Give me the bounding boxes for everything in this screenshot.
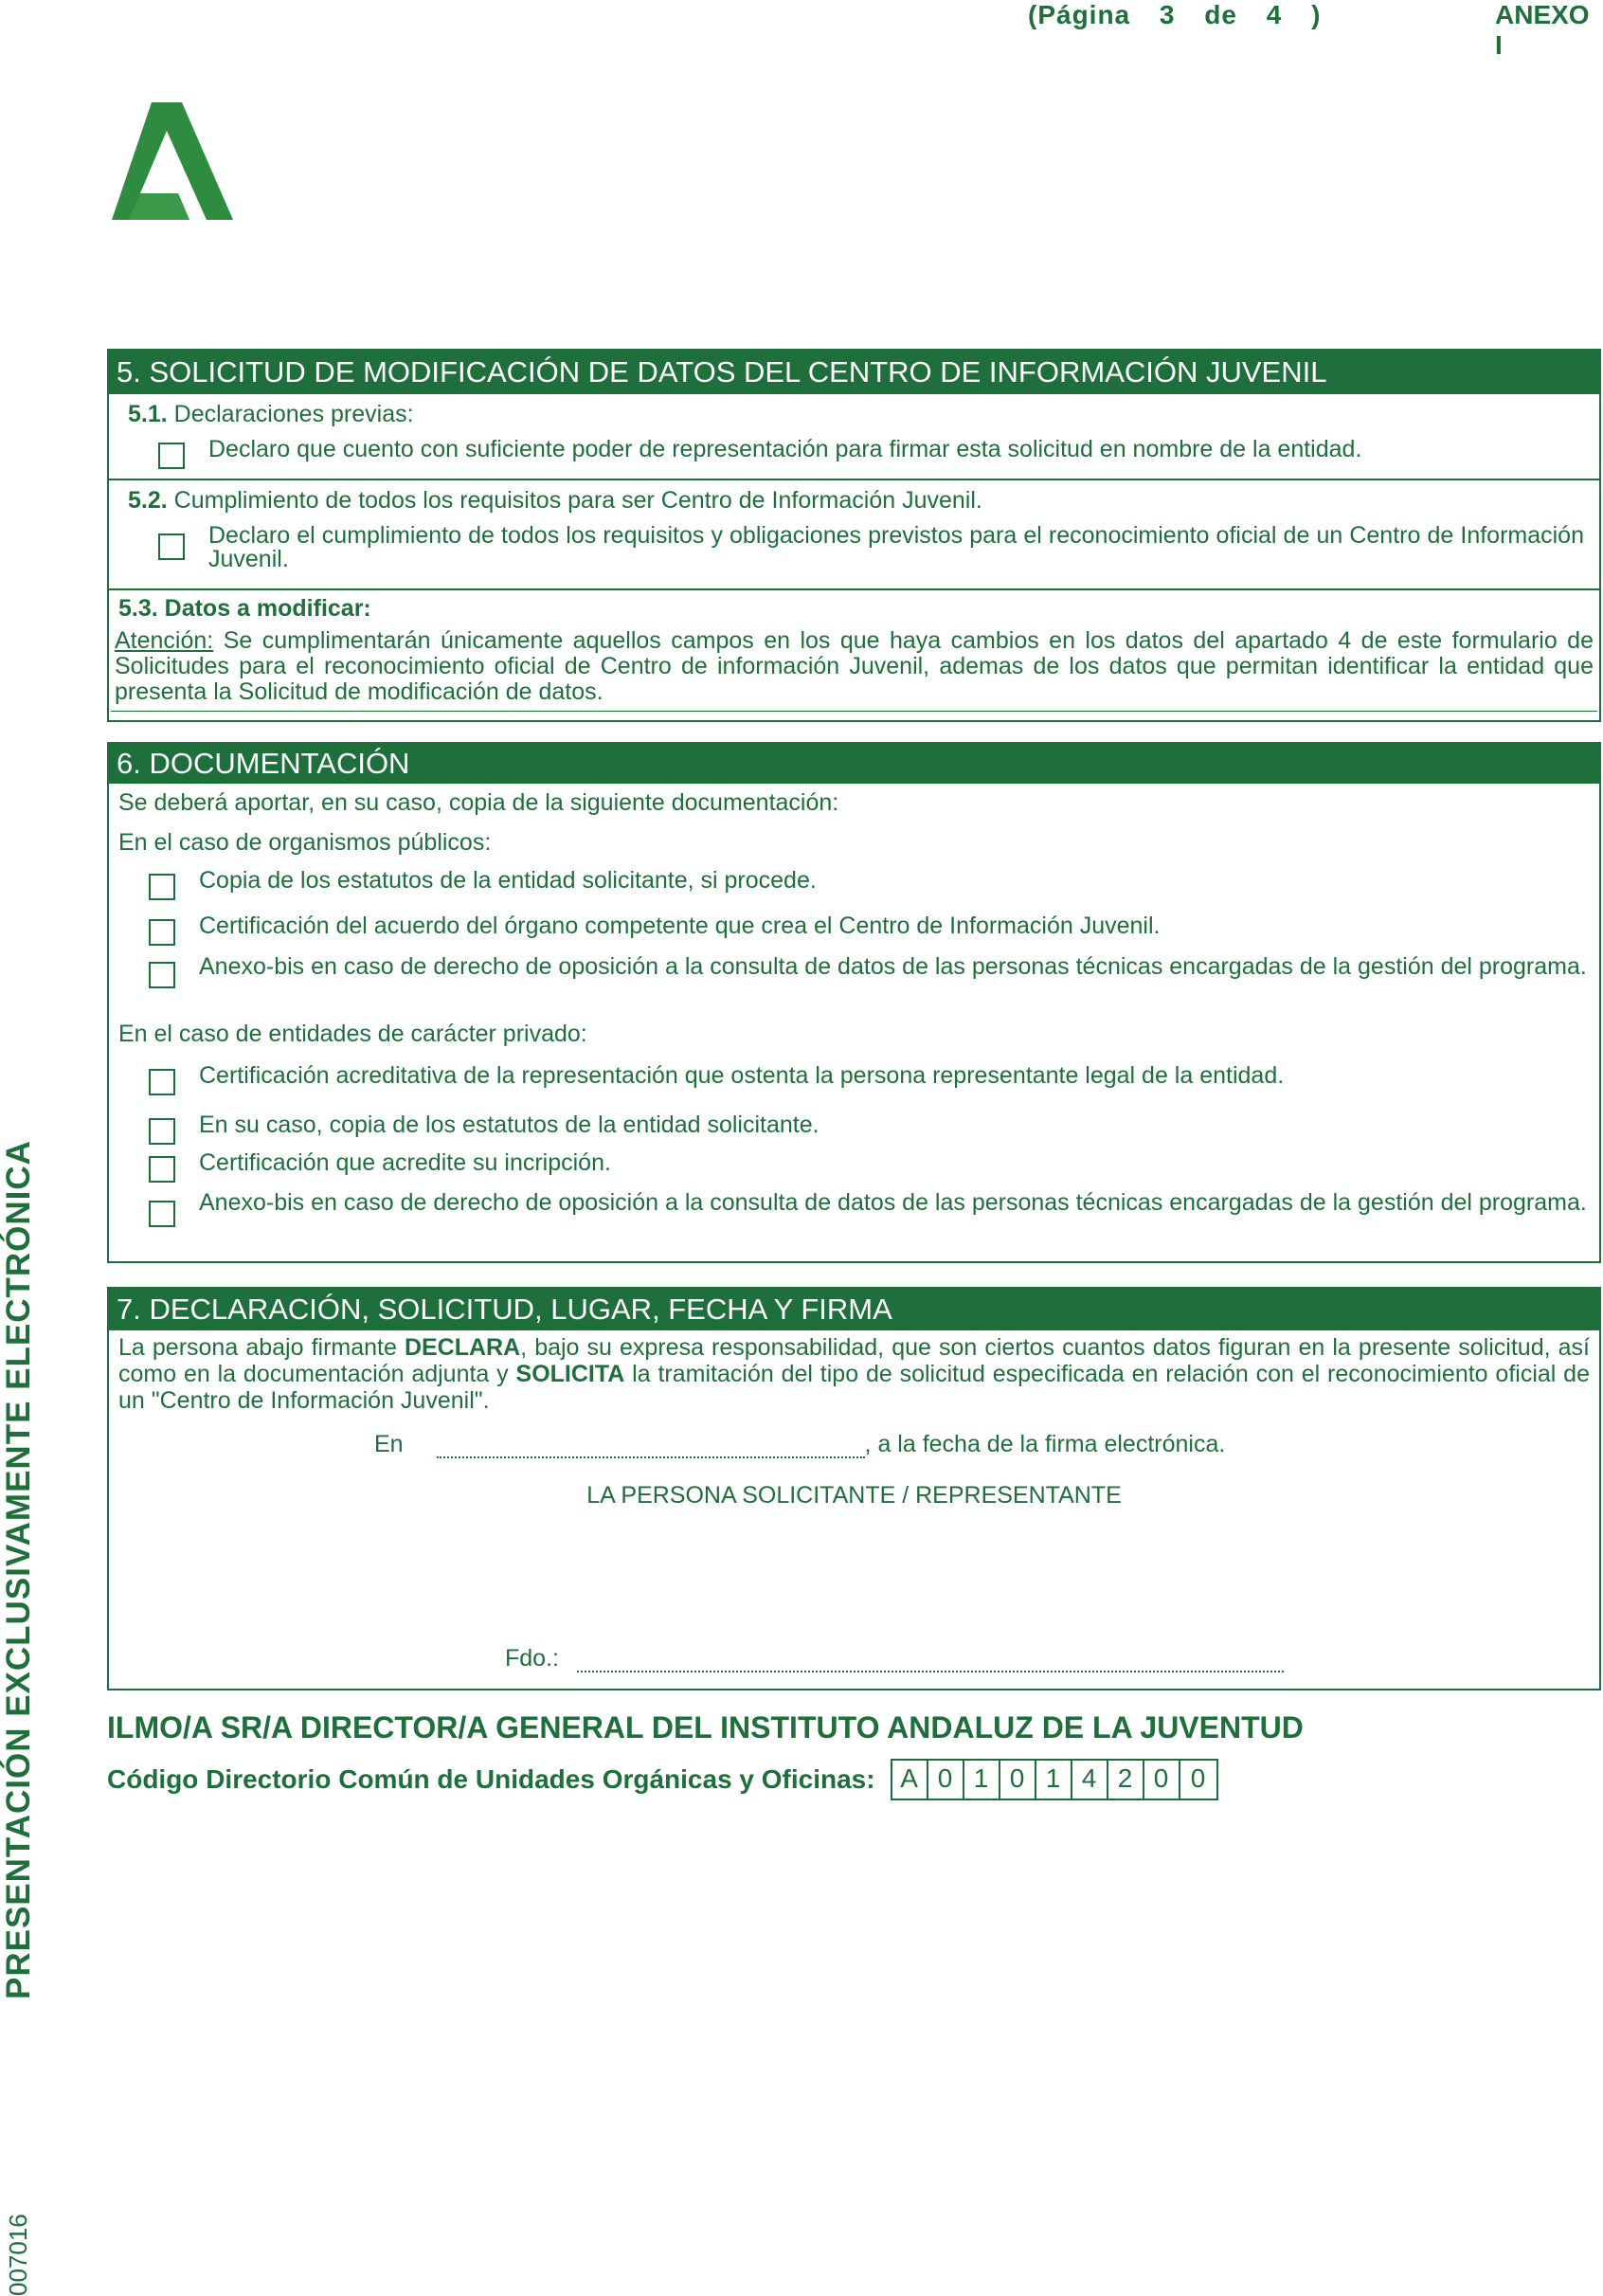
place-input[interactable]	[437, 1432, 865, 1458]
checkbox[interactable]	[149, 919, 175, 946]
s5-1-check-item	[118, 436, 1590, 462]
declaration-text: la tramitación del tipo de solicitud especificada en relación con el reconocimiento oficial de un "Centro de Información Juvenil".	[118, 1361, 1590, 1414]
page-close: )	[1311, 0, 1322, 29]
attention-label: Atención:	[115, 627, 214, 654]
checkbox[interactable]	[158, 533, 185, 560]
page-total: 4	[1266, 0, 1283, 29]
checkbox[interactable]	[149, 1156, 175, 1183]
code-char: A	[892, 1761, 928, 1799]
s6-public-label: En el caso de organismos públicos:	[118, 829, 492, 856]
code-char: 2	[1108, 1761, 1144, 1799]
page-indicator	[1028, 0, 1321, 30]
s5-2-text: Cumplimiento de todos los requisitos para ser Centro de Información Juvenil.	[173, 487, 982, 514]
code-char: 0	[1144, 1761, 1180, 1799]
checkbox[interactable]	[149, 874, 175, 900]
s5-1-number: 5.1.	[128, 401, 168, 427]
junta-andalucia-logo-icon	[112, 102, 235, 220]
public-doc-label: Certificación del acuerdo del órgano competente que crea el Centro de Información Juvenil.	[199, 913, 1161, 939]
signer-label: LA PERSONA SOLICITANTE / REPRESENTANTE	[586, 1482, 1122, 1509]
section-7	[107, 1287, 1601, 1690]
code-char: 0	[1000, 1761, 1036, 1799]
vertical-presentation-text: PRESENTACIÓN EXCLUSIVAMENTE ELECTRÓNICA	[0, 1140, 37, 1999]
code-char: 0	[1190, 1763, 1206, 1793]
directory-code-row	[107, 1759, 1218, 1800]
s5-2-check-label: Declaro el cumplimiento de todos los requisitos y obligaciones previstos para el reconocimiento oficial de un Centro de Información Juvenil.	[208, 522, 1584, 572]
s5-1-text: Declaraciones previas:	[173, 401, 414, 427]
place-date-line	[374, 1431, 1225, 1458]
s5-1-check-label: Declaro que cuento con suficiente poder de representación para firmar esta solicitud en nombre de la entidad.	[208, 436, 1362, 462]
section-6-title: 6. DOCUMENTACIÓN	[109, 744, 1599, 784]
checkbox[interactable]	[158, 443, 185, 469]
page-current: 3	[1159, 0, 1176, 29]
solicita-keyword: SOLICITA	[515, 1361, 625, 1387]
s5-2-check-item	[118, 524, 1590, 571]
s6-private-label: En el caso de entidades de carácter privado:	[118, 1021, 587, 1047]
en-label: En	[374, 1431, 404, 1457]
public-doc-label: Copia de los estatutos de la entidad solicitante, si procede.	[199, 867, 817, 894]
section-5-3	[109, 588, 1599, 718]
section-5-title: 5. SOLICITUD DE MODIFICACIÓN DE DATOS DEL CENTRO DE INFORMACIÓN JUVENIL	[109, 351, 1599, 394]
section-5-2	[109, 479, 1599, 588]
section-5	[107, 349, 1601, 722]
page-de: de	[1204, 0, 1237, 29]
private-doc-item	[109, 1058, 1599, 1108]
declaration-text: , bajo su expresa responsabilidad, que son ciertos cuantos datos figuran en la presente solicitud, así como en la documentación adjunta y	[118, 1334, 1590, 1387]
page-open: (Página	[1028, 0, 1131, 29]
attention-note	[111, 626, 1597, 712]
annex-label: ANEXO I	[1495, 0, 1590, 60]
date-text: , a la fecha de la firma electrónica.	[864, 1431, 1226, 1457]
signature-input[interactable]	[577, 1648, 1284, 1672]
s6-intro: Se deberá aportar, en su caso, copia de la siguiente documentación:	[118, 789, 839, 816]
section-6	[107, 742, 1601, 1263]
private-doc-label: En su caso, copia de los estatutos de la entidad solicitante.	[199, 1112, 820, 1138]
directory-code-boxes	[891, 1759, 1218, 1800]
code-char: 1	[1036, 1761, 1072, 1799]
private-doc-label: Certificación acreditativa de la representación que ostenta la persona representante legal de la entidad.	[199, 1062, 1285, 1089]
public-doc-item	[109, 950, 1599, 1017]
code-char: 1	[964, 1761, 1000, 1799]
document-code: 007016	[4, 2214, 32, 2296]
public-doc-item	[109, 913, 1599, 950]
private-doc-item	[109, 1108, 1599, 1149]
public-doc-label: Anexo-bis en caso de derecho de oposición a la consulta de datos de las personas técnicas encargadas de la gestión del programa.	[199, 953, 1587, 980]
private-doc-label: Anexo-bis en caso de derecho de oposición a la consulta de datos de las personas técnicas encargadas de la gestión del programa.	[199, 1189, 1587, 1216]
private-doc-item	[109, 1149, 1599, 1189]
checkbox[interactable]	[149, 1118, 175, 1145]
private-doc-label: Certificación que acredite su incripción.	[199, 1149, 611, 1176]
declaration-text: La persona abajo firmante	[118, 1334, 405, 1361]
fdo-label: Fdo.:	[505, 1645, 559, 1672]
declaration-paragraph	[109, 1330, 1599, 1419]
addressee-title: ILMO/A SR/A DIRECTOR/A GENERAL DEL INSTITUTO ANDALUZ DE LA JUVENTUD	[107, 1710, 1304, 1745]
checkbox[interactable]	[149, 1201, 175, 1227]
code-char: 4	[1072, 1761, 1108, 1799]
checkbox[interactable]	[149, 1069, 175, 1095]
public-doc-item	[109, 867, 1599, 913]
code-char: 0	[928, 1761, 964, 1799]
s5-2-number: 5.2.	[128, 487, 168, 514]
directory-code-label: Código Directorio Común de Unidades Orgánicas y Oficinas:	[107, 1764, 875, 1794]
declara-keyword: DECLARA	[404, 1334, 521, 1361]
section-7-title: 7. DECLARACIÓN, SOLICITUD, LUGAR, FECHA Y FIRMA	[109, 1289, 1599, 1330]
private-doc-item	[109, 1189, 1599, 1216]
signature-line	[505, 1645, 1284, 1672]
section-5-1	[109, 394, 1599, 479]
attention-text: Se cumplimentarán únicamente aquellos campos en los que haya cambios en los datos del apartado 4 de este formulario de Solicitudes para el reconocimiento oficial de Centro de información Juvenil, ademas de los datos que permitan identificar la entidad que presenta la Solicitud de modificación de datos.	[115, 627, 1594, 705]
checkbox[interactable]	[149, 962, 175, 988]
s5-3-label: 5.3. Datos a modificar:	[118, 595, 371, 622]
